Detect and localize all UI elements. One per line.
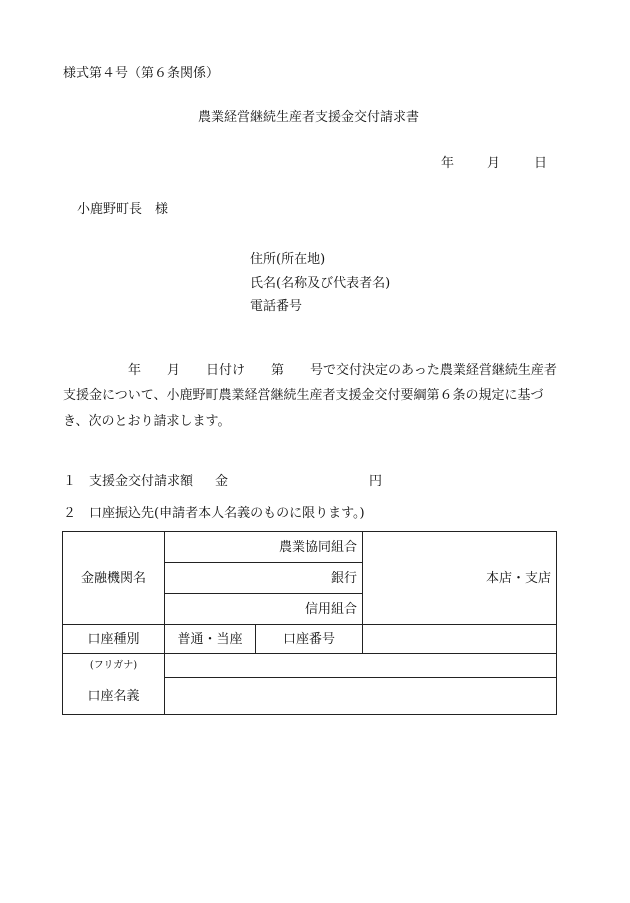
addressee: 小鹿野町長 様: [77, 202, 169, 217]
document-title: 農業経営継続生産者支援金交付請求書: [198, 110, 420, 125]
applicant-phone-label: 電話番号: [250, 299, 303, 314]
body-text-line-2: 支援金について、小鹿野町農業経営継続生産者支援金交付要綱第６条の規定に基づ: [63, 388, 544, 403]
institution-type-agricultural-coop: 農業協同組合: [278, 539, 357, 555]
institution-type-credit-union: 信用組合: [304, 601, 357, 617]
account-type-value: 普通・当座: [177, 631, 243, 647]
date-year-label: 年: [441, 156, 455, 171]
table-border-bottom: [62, 714, 557, 715]
institution-type-bank: 銀行: [330, 570, 357, 586]
account-number-label: 口座番号: [282, 631, 335, 647]
bank-account-table: [62, 531, 557, 715]
date-day-label: 日: [534, 156, 548, 171]
body-text-line-1: 年 月 日付け 第 号で交付決定のあった農業経営継続生産者: [128, 363, 557, 378]
applicant-address-label: 住所(所在地): [250, 252, 326, 267]
date-month-label: 月: [487, 156, 501, 171]
table-rule: [164, 677, 557, 678]
request-amount-label: １ 支援金交付請求額: [63, 474, 194, 489]
amount-yen-label: 円: [369, 474, 383, 489]
institution-name-label: 金融機関名: [80, 570, 146, 586]
account-holder-label: 口座名義: [87, 688, 140, 704]
transfer-destination-heading: ２ 口座振込先(申請者本人名義のものに限ります。): [63, 506, 365, 521]
furigana-label: (フリガナ): [89, 659, 138, 671]
table-border-right: [556, 531, 557, 715]
amount-kin-label: 金: [215, 474, 229, 489]
branch-label: 本店・支店: [485, 570, 551, 586]
body-text-line-3: き、次のとおり請求します。: [63, 414, 231, 429]
account-type-label: 口座種別: [87, 631, 140, 647]
applicant-name-label: 氏名(名称及び代表者名): [250, 276, 391, 291]
form-number: 様式第４号（第６条関係）: [63, 66, 220, 81]
